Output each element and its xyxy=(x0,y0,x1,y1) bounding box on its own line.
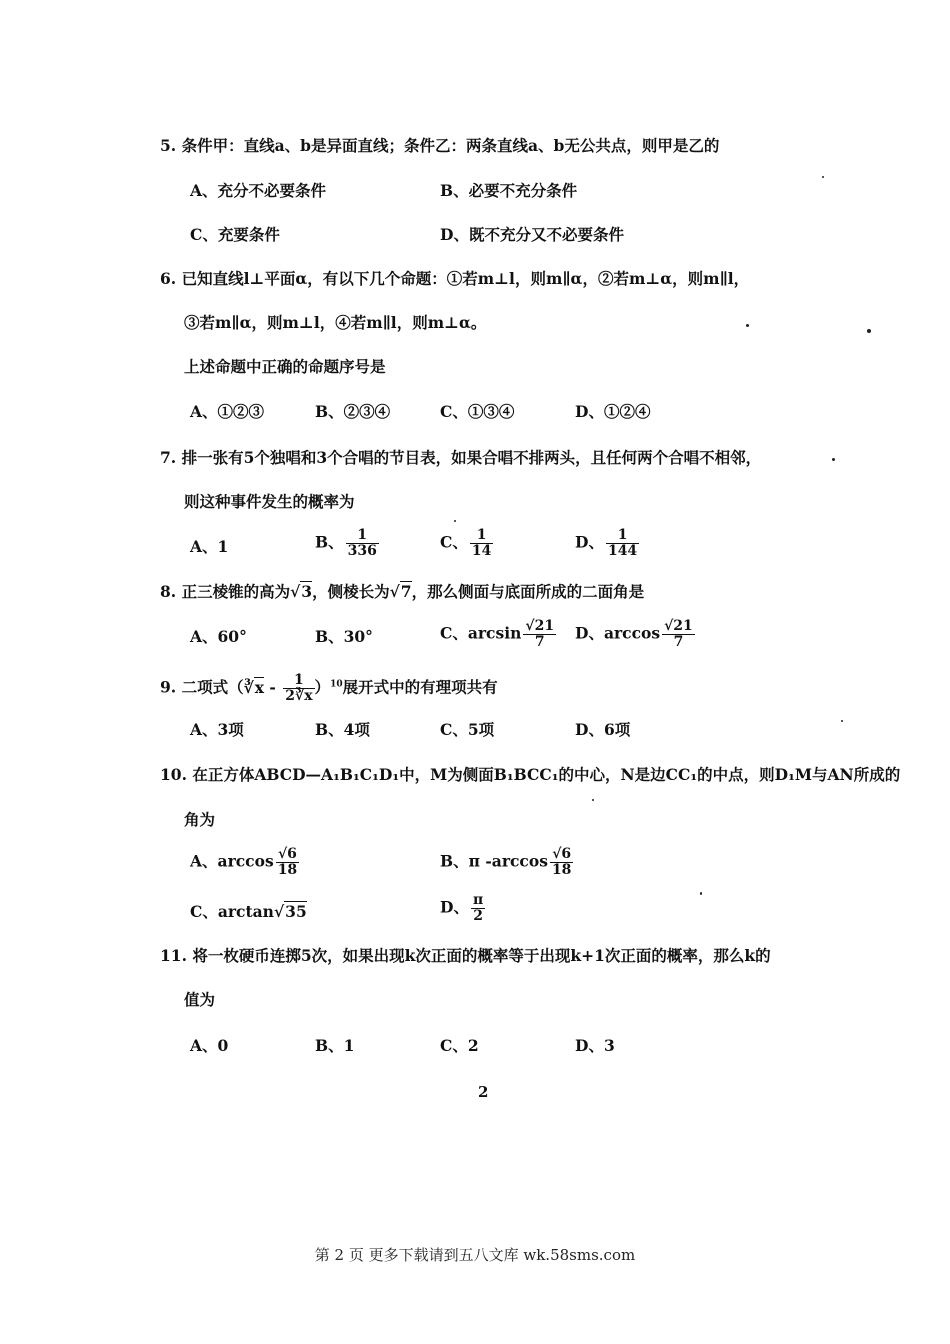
radicand: x xyxy=(254,677,265,697)
q10-option-b-fraction xyxy=(550,847,573,878)
q11-option-d: D、3 xyxy=(575,1036,615,1055)
page-number: 2 xyxy=(478,1083,489,1101)
q9-minus: - xyxy=(264,677,282,697)
q8-option-d-fraction xyxy=(662,619,695,650)
q8-option-c xyxy=(440,619,556,650)
q7-option-b xyxy=(315,528,379,559)
q8-option-b: B、30° xyxy=(315,627,373,646)
q10-option-b-prefix: B、π -arccos xyxy=(440,851,548,871)
q6-option-c: C、①③④ xyxy=(440,402,515,421)
q7-option-c-fraction xyxy=(470,528,493,559)
q10-option-a xyxy=(190,847,299,878)
q9-stem-suffix: 展开式中的有理项共有 xyxy=(342,677,498,697)
q9-option-b: B、4项 xyxy=(315,720,370,739)
q10-option-b xyxy=(440,847,573,878)
fraction-numerator: √6 xyxy=(276,847,299,863)
q9-option-a: A、3项 xyxy=(190,720,244,739)
page-footer: 第 2 页 更多下载请到五八文库 wk.58sms.com xyxy=(314,1246,636,1264)
q6-stem-line2: ③若m∥α，则m⊥l，④若m∥l，则m⊥α。 xyxy=(184,313,487,332)
fraction-denominator: 14 xyxy=(471,543,492,559)
scan-speck xyxy=(700,892,702,895)
fraction-numerator: √21 xyxy=(664,618,693,634)
fraction-numerator: 1 xyxy=(346,528,379,544)
fraction-denominator: 18 xyxy=(551,862,572,878)
q10-option-d xyxy=(440,893,485,924)
radicand: 6 xyxy=(287,846,297,862)
fraction-denominator: 336 xyxy=(347,543,377,559)
q11-option-c: C、2 xyxy=(440,1036,479,1055)
fraction-numerator: π xyxy=(472,892,484,908)
q10-option-d-prefix: D、 xyxy=(440,897,469,917)
q8-option-c-fraction xyxy=(523,619,556,650)
q10-stem-line2: 角为 xyxy=(184,810,216,829)
q10-option-c-prefix: C、arctan xyxy=(190,902,274,921)
scan-speck xyxy=(454,520,456,522)
scan-speck xyxy=(841,720,843,722)
fraction-denominator: 7 xyxy=(673,634,684,650)
q9-exponent: 10 xyxy=(330,679,343,690)
radicand: 6 xyxy=(561,846,572,862)
fraction-numerator: 1 xyxy=(606,528,639,544)
q6-stem-line1: 6. 已知直线l⊥平面α，有以下几个命题：①若m⊥l，则m∥α，②若m⊥α，则m∥l， xyxy=(160,269,750,288)
fraction-numerator: 1 xyxy=(470,528,493,544)
q7-option-b-fraction xyxy=(346,528,379,559)
q7-option-c-prefix: C、 xyxy=(440,532,468,552)
q11-option-b: B、1 xyxy=(315,1036,355,1055)
q6-stem-line3: 上述命题中正确的命题序号是 xyxy=(184,357,386,376)
q7-option-d xyxy=(575,528,639,559)
q8-stem xyxy=(160,581,644,603)
q5-option-c: C、充要条件 xyxy=(190,225,280,244)
q9-fraction xyxy=(283,673,314,704)
q8-option-d xyxy=(575,619,695,650)
q9-close-paren: ） xyxy=(314,677,331,697)
q8-stem-part2: ，侧棱长为 xyxy=(312,582,390,601)
q7-stem-line1: 7. 排一张有5个独唱和3个合唱的节目表，如果合唱不排两头，且任何两个合唱不相邻， xyxy=(160,448,762,467)
q7-option-a: A、1 xyxy=(190,537,229,556)
q7-option-d-fraction xyxy=(606,528,639,559)
q7-option-c xyxy=(440,528,493,559)
fraction-denominator: 7 xyxy=(534,634,545,650)
q10-option-a-fraction xyxy=(276,847,299,878)
q10-option-a-prefix: A、arccos xyxy=(190,851,274,871)
q10-sqrt-35: √35 xyxy=(273,902,307,921)
radicand: 21 xyxy=(534,618,555,634)
q6-option-a: A、①②③ xyxy=(190,402,265,421)
scan-speck xyxy=(746,324,749,327)
q5-option-b: B、必要不充分条件 xyxy=(440,181,578,200)
radicand: 7 xyxy=(400,582,412,601)
fraction-denominator: 2 xyxy=(473,908,483,924)
fraction-denominator: 2∛x xyxy=(285,688,313,704)
q8-sqrt-7: √7 xyxy=(389,582,412,601)
q11-option-a: A、0 xyxy=(190,1036,229,1055)
fraction-denominator: 18 xyxy=(277,862,298,878)
q8-option-c-prefix: C、arcsin xyxy=(440,623,522,643)
q5-stem: 5. 条件甲：直线a、b是异面直线；条件乙：两条直线a、b无公共点，则甲是乙的 xyxy=(160,136,720,155)
q10-stem-line1: 10. 在正方体ABCD—A₁B₁C₁D₁中，M为侧面B₁BCC₁的中心，N是边CC₁的中点，则D₁M与AN所成的 xyxy=(160,765,901,784)
q7-option-d-prefix: D、 xyxy=(575,532,604,552)
q9-stem-prefix: 9. 二项式（ xyxy=(160,677,244,697)
q9-option-d: D、6项 xyxy=(575,720,631,739)
fraction-numerator: √6 xyxy=(550,847,573,863)
q5-option-d: D、既不充分又不必要条件 xyxy=(440,225,624,244)
q5-option-a: A、充分不必要条件 xyxy=(190,181,327,200)
q10-option-d-fraction xyxy=(471,893,485,924)
radicand: 35 xyxy=(285,902,307,921)
q8-stem-part1: 8. 正三棱锥的高为 xyxy=(160,582,291,601)
q6-option-b: B、②③④ xyxy=(315,402,391,421)
q9-stem xyxy=(160,673,498,704)
q11-stem-line2: 值为 xyxy=(184,990,216,1009)
q8-option-d-prefix: D、arccos xyxy=(575,623,661,643)
q8-stem-part3: ，那么侧面与底面所成的二面角是 xyxy=(411,582,645,601)
scan-speck xyxy=(822,176,824,178)
fraction-denominator: 144 xyxy=(607,543,638,559)
scan-speck xyxy=(592,799,594,801)
fraction-numerator: 1 xyxy=(283,673,314,689)
radicand: 3 xyxy=(301,582,313,601)
q9-option-c: C、5项 xyxy=(440,720,495,739)
q11-stem-line1: 11. 将一枚硬币连掷5次，如果出现k次正面的概率等于出现k+1次正面的概率，那么k的 xyxy=(160,946,771,965)
q8-sqrt-3: √3 xyxy=(290,582,313,601)
scan-speck xyxy=(867,329,871,333)
q9-cube-root-x: ∛x xyxy=(243,677,265,697)
q10-option-c xyxy=(190,901,307,923)
q6-option-d: D、①②④ xyxy=(575,402,651,421)
radicand: 21 xyxy=(673,618,693,634)
q8-option-a: A、60° xyxy=(190,627,247,646)
scan-speck xyxy=(832,458,835,461)
q7-option-b-prefix: B、 xyxy=(315,532,344,552)
fraction-numerator: √21 xyxy=(525,618,555,634)
q7-stem-line2: 则这种事件发生的概率为 xyxy=(184,492,355,511)
